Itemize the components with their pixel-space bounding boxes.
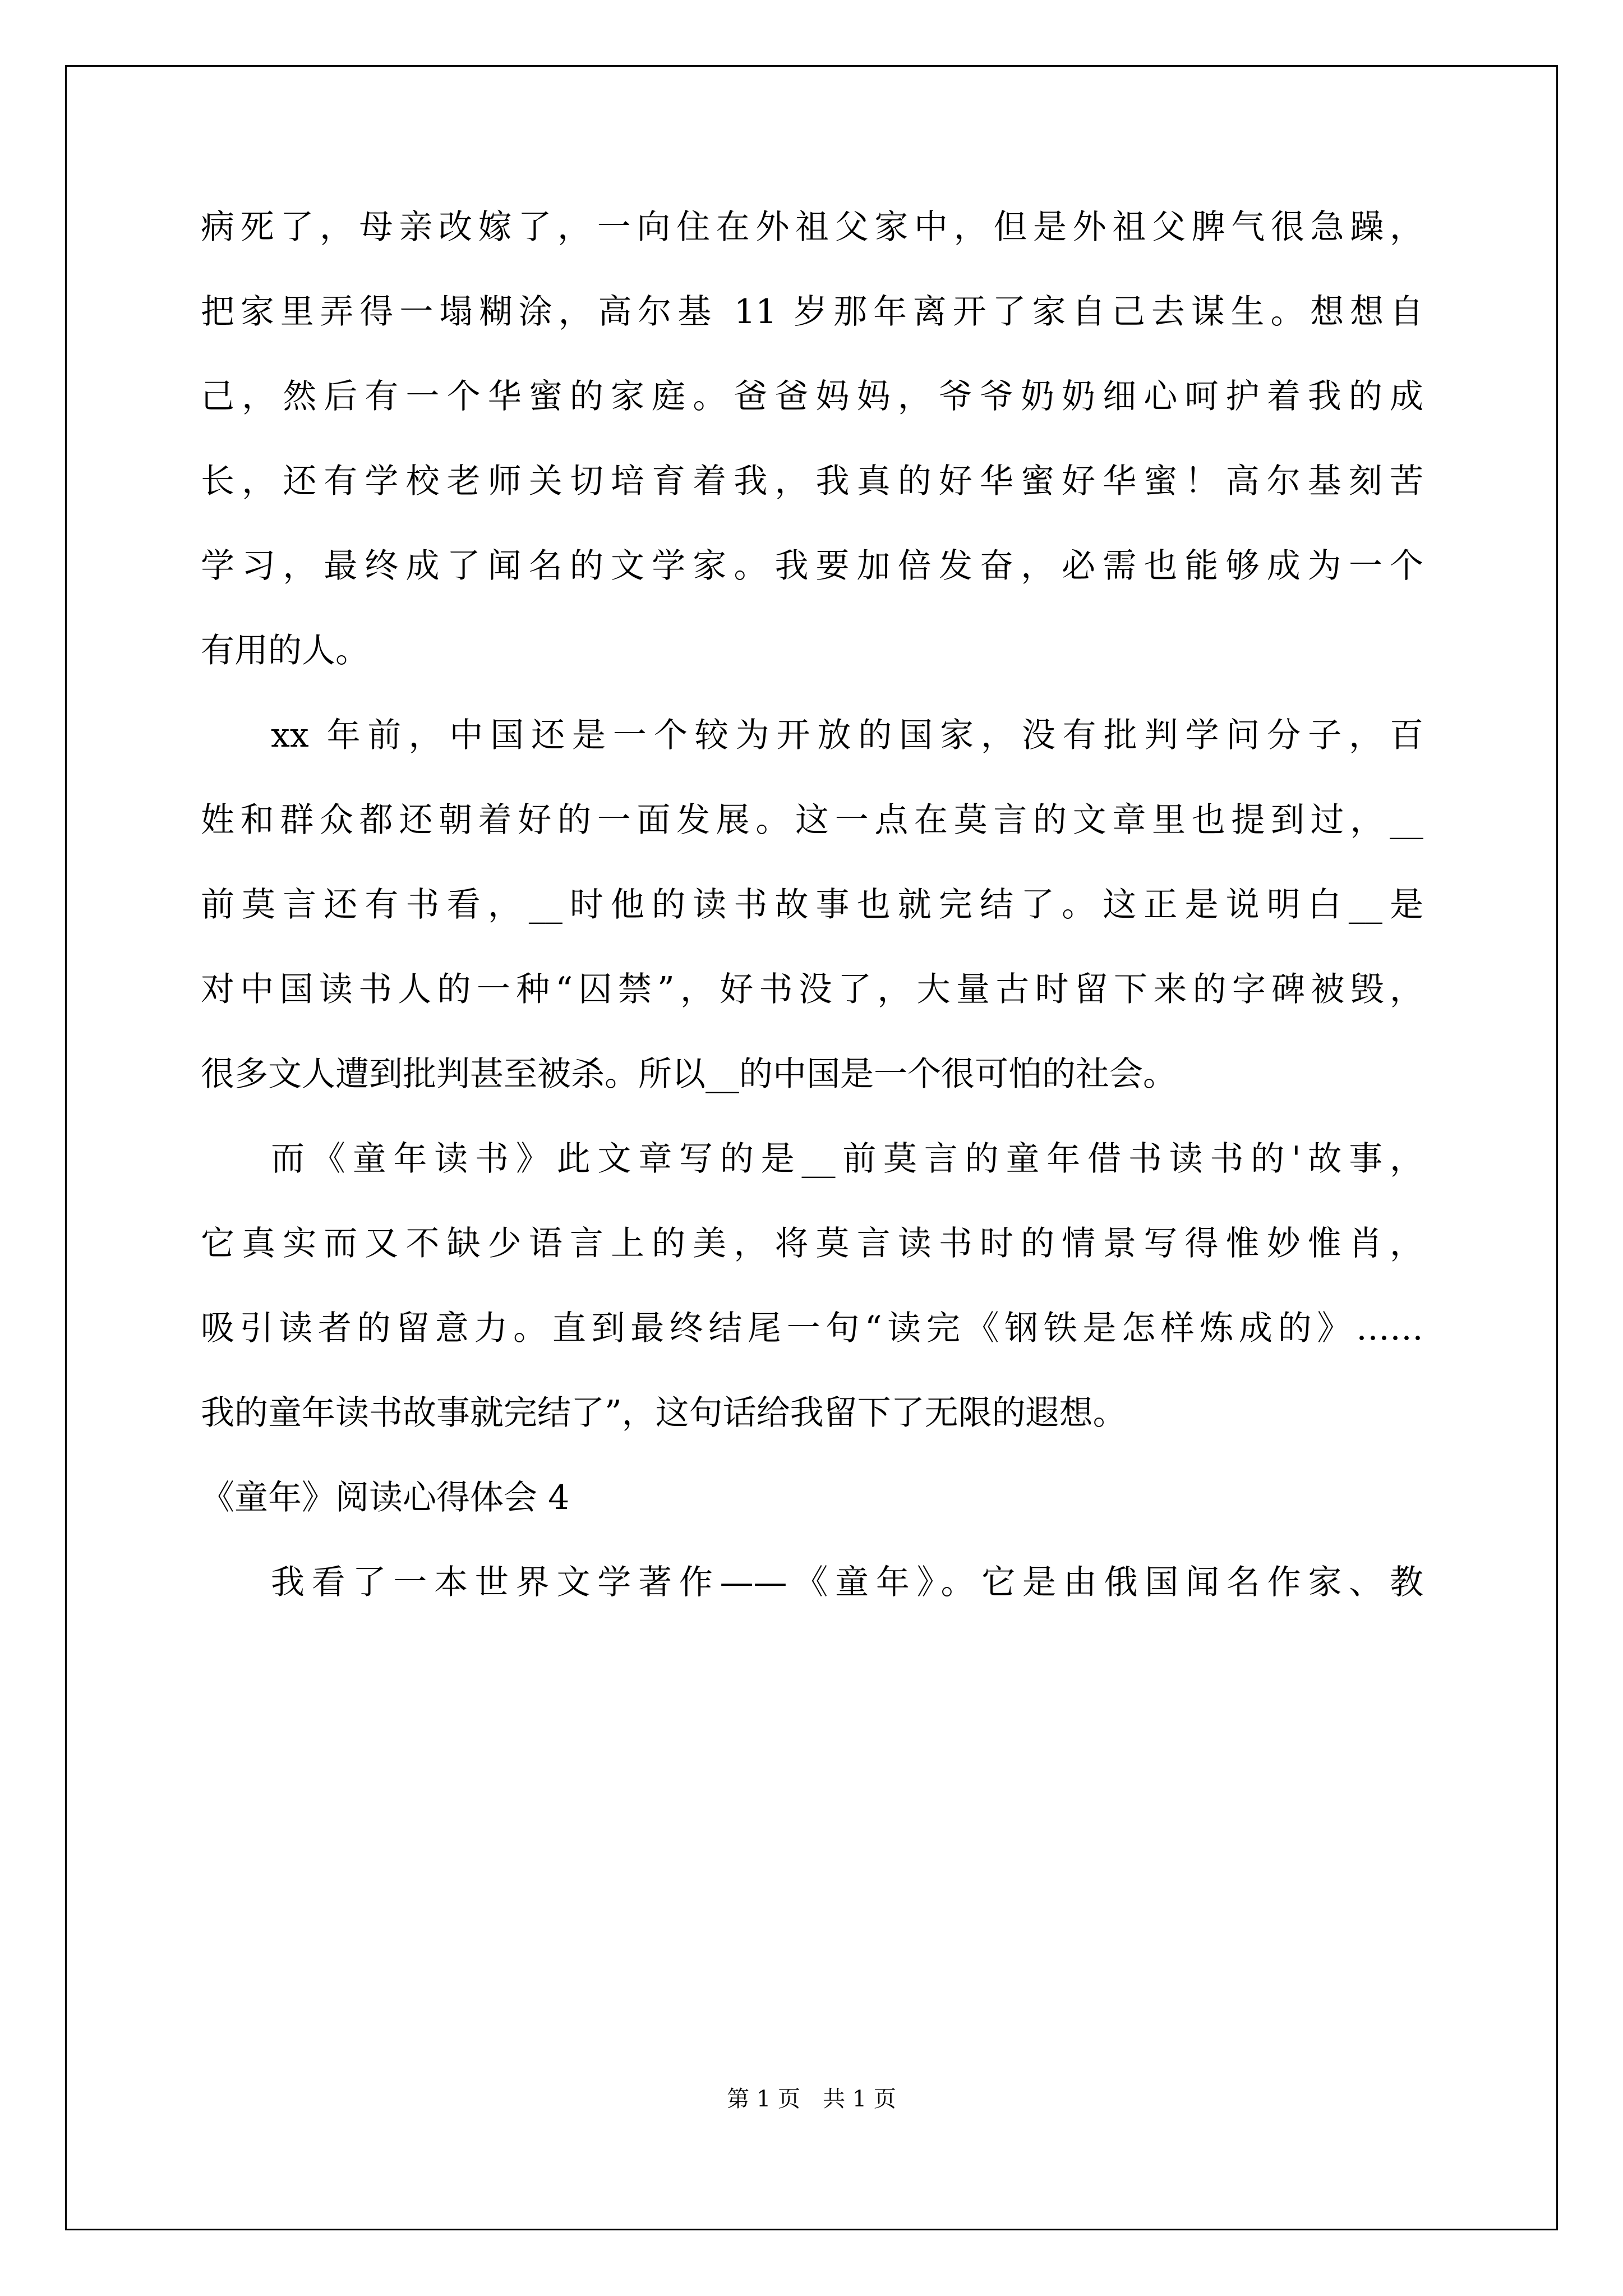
text-line: 我看了一本世界文学著作——《童年》。它是由俄国闻名作家、教 xyxy=(271,1563,1423,1602)
document-body xyxy=(201,185,1423,1625)
text-line: 学习，最终成了闻名的文学家。我要加倍发奋，必需也能够成为一个 xyxy=(201,546,1423,586)
text-line: 姓和群众都还朝着好的一面发展。这一点在莫言的文章里也提到过，__ xyxy=(201,800,1423,840)
text-line: 而《童年读书》此文章写的是__前莫言的童年借书读书的'故事， xyxy=(271,1139,1423,1179)
text-line: xx 年前，中国还是一个较为开放的国家，没有批判学问分子，百 xyxy=(271,716,1423,755)
text-line: 它真实而又不缺少语言上的美，将莫言读书时的情景写得惟妙惟肖， xyxy=(201,1224,1423,1263)
section-heading: 《童年》阅读心得体会 4 xyxy=(201,1478,570,1517)
text-line: 吸引读者的留意力。直到最终结尾一句“读完《钢铁是怎样炼成的》…… xyxy=(201,1309,1423,1348)
page-number-footer: 第 1 页 共 1 页 xyxy=(727,2086,896,2112)
text-line: 长，还有学校老师关切培育着我，我真的好华蜜好华蜜！高尔基刻苦 xyxy=(201,462,1423,501)
text-line: 很多文人遭到批判甚至被杀。所以__的中国是一个很可怕的社会。 xyxy=(201,1055,1177,1094)
text-line: 对中国读书人的一种“囚禁”，好书没了，大量古时留下来的字碑被毁， xyxy=(201,970,1423,1009)
text-line: 把家里弄得一塌糊涂，高尔基 11 岁那年离开了家自己去谋生。想想自 xyxy=(201,292,1423,332)
text-line: 前莫言还有书看，__时他的读书故事也就完结了。这正是说明白__是 xyxy=(201,885,1423,924)
text-line: 己，然后有一个华蜜的家庭。爸爸妈妈，爷爷奶奶细心呵护着我的成 xyxy=(201,377,1423,416)
text-line: 我的童年读书故事就完结了”，这句话给我留下了无限的遐想。 xyxy=(201,1393,1127,1433)
text-line: 有用的人。 xyxy=(201,631,369,670)
text-line: 病死了，母亲改嫁了，一向住在外祖父家中，但是外祖父脾气很急躁， xyxy=(201,208,1423,247)
